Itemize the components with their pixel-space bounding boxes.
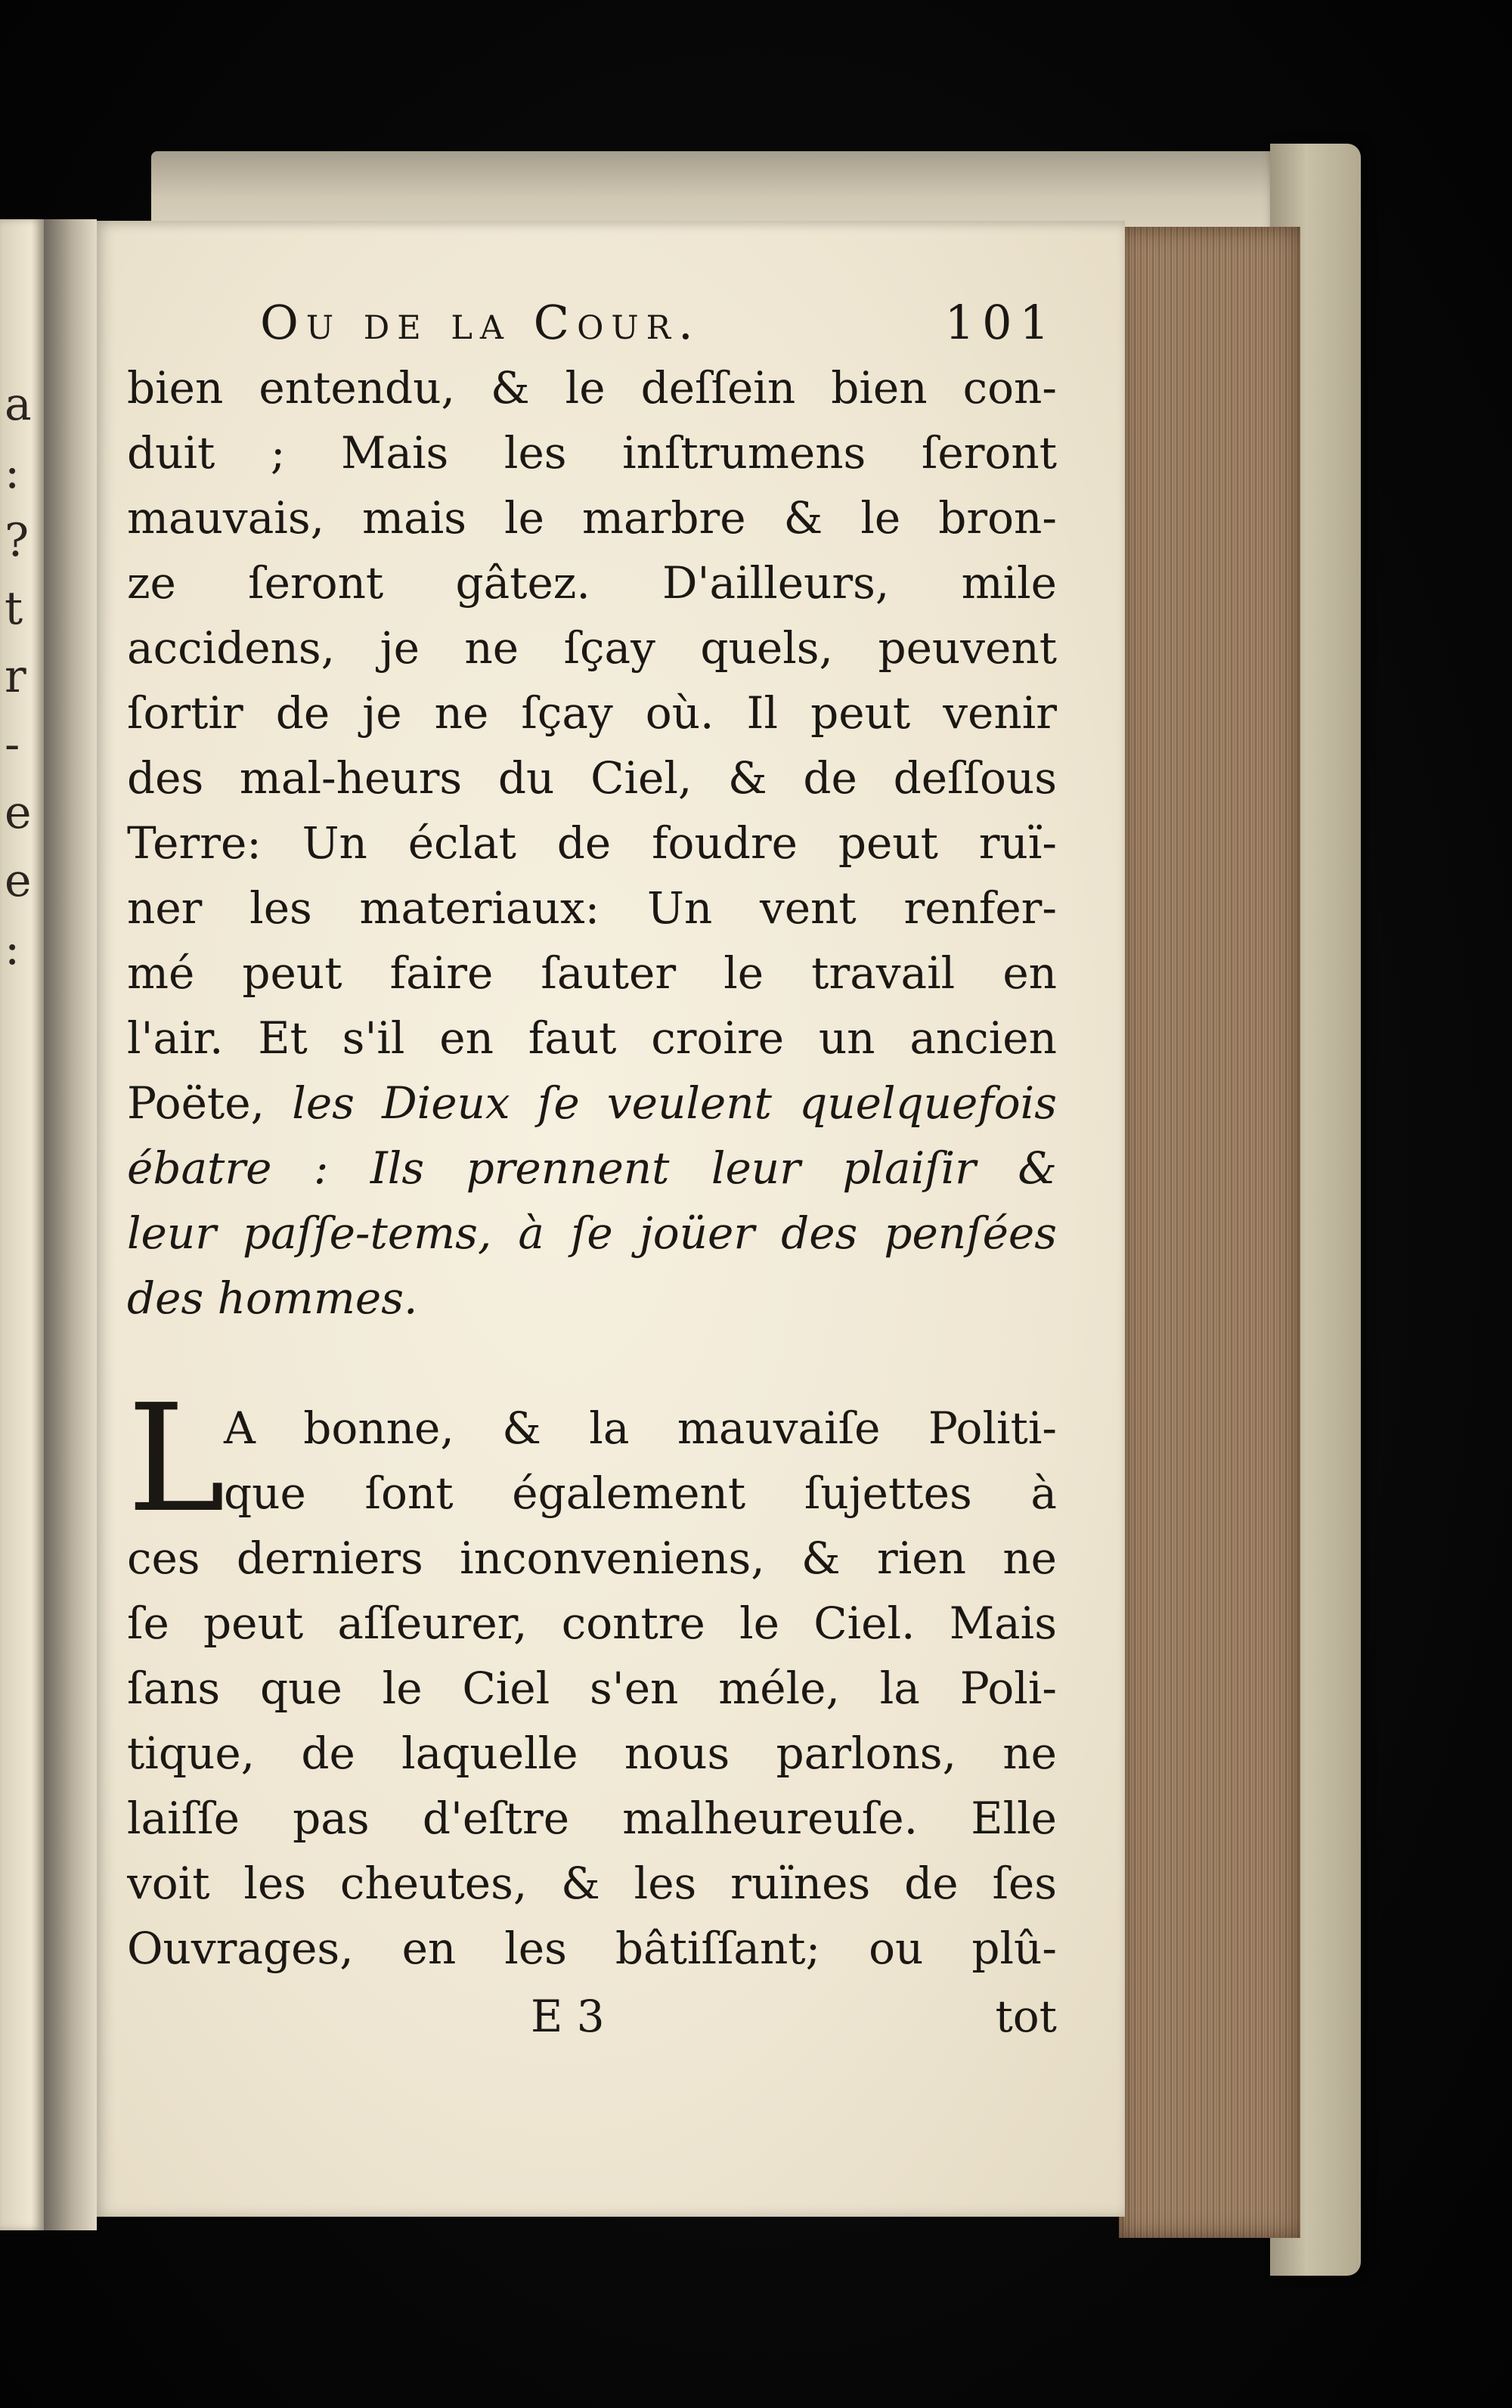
text-line: ſans que le Ciel s'en méle, la Poli- — [127, 1663, 1057, 1714]
italic-line: des hommes. — [127, 1272, 418, 1324]
text-line: mé peut faire ſauter le travail en — [127, 947, 1057, 999]
paragraph-1 — [127, 355, 1057, 1331]
italic-line: ébatre : Ils prennent leur plaiſir & — [127, 1142, 1057, 1194]
text-line: duit ; Mais les inſtrumens ſeront — [127, 427, 1057, 479]
paragraph-2 — [127, 1373, 1057, 1981]
text-line: ſe peut aſſeurer, contre le Ciel. Mais — [127, 1598, 1057, 1649]
left-glyph: e — [5, 786, 32, 839]
running-title: Ou de la Cour. — [260, 295, 701, 350]
text-line-mixed — [127, 1071, 1057, 1136]
text-line: ze ſeront gâtez. D'ailleurs, mile — [127, 557, 1057, 609]
catchword: tot — [995, 1991, 1057, 2042]
text-line: ner les materiaux: Un vent renfer- — [127, 882, 1057, 934]
text-line: bien entendu, & le deſſein bien con- — [127, 362, 1057, 414]
book-gutter — [44, 219, 97, 2230]
poet-word: Poëte, — [127, 1077, 265, 1129]
left-glyph: - — [5, 718, 20, 771]
left-glyph: ? — [5, 514, 29, 567]
text-line: Terre: Un éclat de foudre peut ruï- — [127, 817, 1057, 869]
text-line: accidens, je ne ſçay quels, peuvent — [127, 622, 1057, 674]
text-line: que ſont également ſujettes à — [224, 1467, 1057, 1519]
page-text-block — [127, 295, 1057, 2049]
page-footer — [127, 1984, 1057, 2049]
text-line: tique, de laquelle nous parlons, ne — [127, 1728, 1057, 1779]
left-glyph: : — [5, 446, 20, 499]
italic-line: leur paſſe-tems, à ſe joüer des penſées — [127, 1207, 1057, 1259]
text-line: voit les cheutes, & les ruïnes de ſes — [127, 1858, 1057, 1909]
text-line: laiſſe pas d'eſtre malheureuſe. Elle — [127, 1793, 1057, 1844]
book-page — [97, 221, 1125, 2217]
left-glyph: : — [5, 922, 20, 975]
left-glyph: r — [5, 650, 26, 703]
text-line: ces derniers inconveniens, & rien ne — [127, 1533, 1057, 1584]
italic-quote: les Dieux ſe veulent quelquefois — [292, 1077, 1057, 1129]
page-fore-edge — [1119, 227, 1300, 2238]
text-line: mauvais, mais le marbre & le bron- — [127, 492, 1057, 544]
drop-cap: L — [127, 1373, 226, 1545]
page-number: 101 — [944, 295, 1057, 350]
text-line: A bonne, & la mauvaiſe Politi- — [224, 1402, 1057, 1454]
signature-mark: E 3 — [531, 1991, 605, 2042]
page-header — [127, 295, 1057, 355]
left-glyph: a — [5, 378, 32, 431]
left-page-fragment — [0, 219, 44, 2230]
text-line: des mal-heurs du Ciel, & de deſſous — [127, 752, 1057, 804]
left-page-glyphs — [5, 370, 32, 983]
text-line: Ouvrages, en les bâtiſſant; ou plû- — [127, 1923, 1057, 1974]
left-glyph: t — [5, 582, 23, 635]
paragraph-gap — [127, 1331, 1057, 1396]
text-line: l'air. Et s'il en faut croire un ancien — [127, 1012, 1057, 1064]
left-glyph: e — [5, 854, 32, 907]
book-cover-top — [151, 151, 1338, 227]
text-line: ſortir de je ne ſçay où. Il peut venir — [127, 687, 1057, 739]
